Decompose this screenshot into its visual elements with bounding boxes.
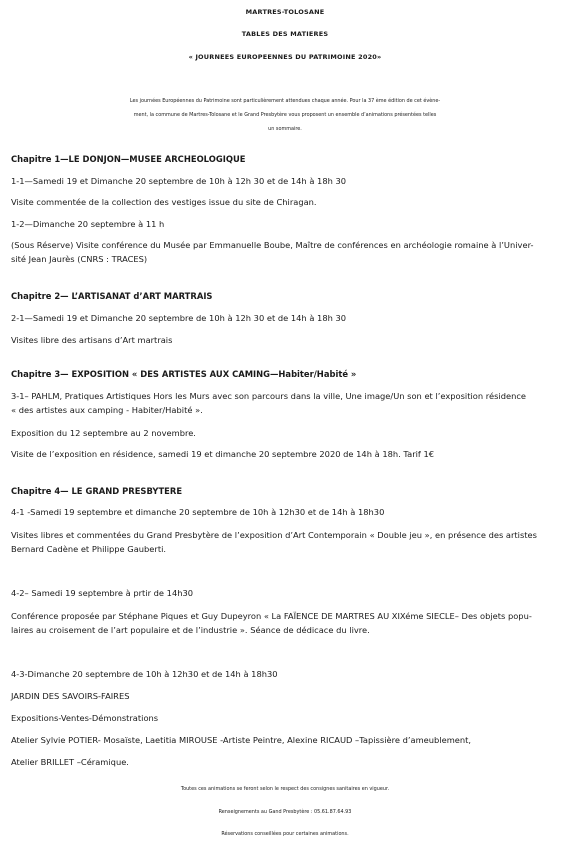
table-of-contents-title: TABLES DES MATIERES (241, 30, 329, 38)
chapter-4-line: Atelier BRILLET –Céramique. (11, 757, 129, 767)
footer-reservations: Réservations conseillées pour certaines animations. (221, 831, 349, 837)
chapter-4-line: 4-1 -Samedi 19 septembre et dimanche 20 septembre de 10h à 12h30 et de 14h à 18h30 (11, 507, 385, 517)
intro-line-3: un sommaire. (268, 126, 302, 132)
event-title: « JOURNEES EUROPEENNES DU PATRIMOINE 2020» (188, 53, 382, 61)
chapter-4-line: laires au croisement de l’art populaire et de l’industrie ». Séance de dédicace du livre. (11, 625, 370, 635)
chapter-1-line: (Sous Réserve) Visite conférence du Musée par Emmanuelle Boube, Maître de conférences en archéologie romaine à l’Univer- (11, 240, 534, 250)
chapter-3-line: « des artistes aux camping - Habiter/Habité ». (11, 405, 203, 415)
chapter-4-line: 4-3-Dimanche 20 septembre de 10h à 12h30 et de 14h à 18h30 (11, 669, 278, 679)
chapter-4-line: Atelier Sylvie POTIER- Mosaïste, Laetitia MIROUSE -Artiste Peintre, Alexine RICAUD –Tapissière d’ameublement, (11, 735, 472, 745)
chapter-3-heading: Chapitre 3— EXPOSITION « DES ARTISTES AUX CAMING—Habiter/Habité » (11, 369, 357, 379)
chapter-1-heading: Chapitre 1—LE DONJON—MUSEE ARCHEOLOGIQUE (11, 154, 246, 164)
chapter-3-line: 3-1– PAHLM, Pratiques Artistiques Hors les Murs avec son parcours dans la ville, Une image/Un son et l’exposition résidence (11, 391, 527, 401)
chapter-4-line: Visites libres et commentées du Grand Presbytère de l’exposition d’Art Contemporain « Double jeu », en présence des artistes (11, 530, 537, 540)
chapter-3-line: Exposition du 12 septembre au 2 novembre. (11, 428, 196, 438)
chapter-2-heading: Chapitre 2— L’ARTISANAT d’ART MARTRAIS (11, 291, 213, 301)
intro-line-2: ment, la commune de Martres-Tolosane et le Grand Presbytère vous proposent un ensemble d’animations présentées telles (133, 112, 437, 118)
chapter-4-line: Expositions-Ventes-Démonstrations (11, 713, 159, 723)
chapter-4-line: 4-2– Samedi 19 septembre à prtir de 14h30 (11, 588, 194, 598)
town-title: MARTRES-TOLOSANE (245, 8, 325, 16)
chapter-4-line: Conférence proposée par Stéphane Piques et Guy Dupeyron « La FAÏENCE DE MARTRES AU XIXéme SIECLE– Des objets popu- (11, 611, 532, 621)
intro-line-1: Les journées Européennes du Patrimoine sont particulièrement attendues chaque année. Pour la 37 ème édition de cet évène- (129, 98, 441, 104)
chapter-2-line: Visites libre des artisans d’Art martrais (11, 335, 173, 345)
chapter-4-line: JARDIN DES SAVOIRS-FAIRES (11, 691, 130, 701)
chapter-4-line: Bernard Cadène et Philippe Gauberti. (11, 544, 167, 554)
chapter-2-line: 2-1—Samedi 19 et Dimanche 20 septembre de 10h à 12h 30 et de 14h à 18h 30 (11, 313, 347, 323)
chapter-4-heading: Chapitre 4— LE GRAND PRESBYTERE (11, 486, 183, 496)
chapter-1-line: sité Jean Jaurès (CNRS : TRACES) (11, 254, 148, 264)
footer-contact: Renseignements au Gand Presbytère : 05.61.87.64.93 (218, 809, 352, 815)
chapter-1-line: 1-2—Dimanche 20 septembre à 11 h (11, 219, 165, 229)
footer-note: Toutes ces animations se feront selon le respect des consignes sanitaires en vigueur. (180, 786, 390, 792)
chapter-3-line: Visite de l’exposition en résidence, samedi 19 et dimanche 20 septembre 2020 de 14h à 18h. Tarif 1€ (11, 449, 435, 459)
chapter-1-line: Visite commentée de la collection des vestiges issue du site de Chiragan. (11, 197, 317, 207)
chapter-1-line: 1-1—Samedi 19 et Dimanche 20 septembre de 10h à 12h 30 et de 14h à 18h 30 (11, 176, 347, 186)
